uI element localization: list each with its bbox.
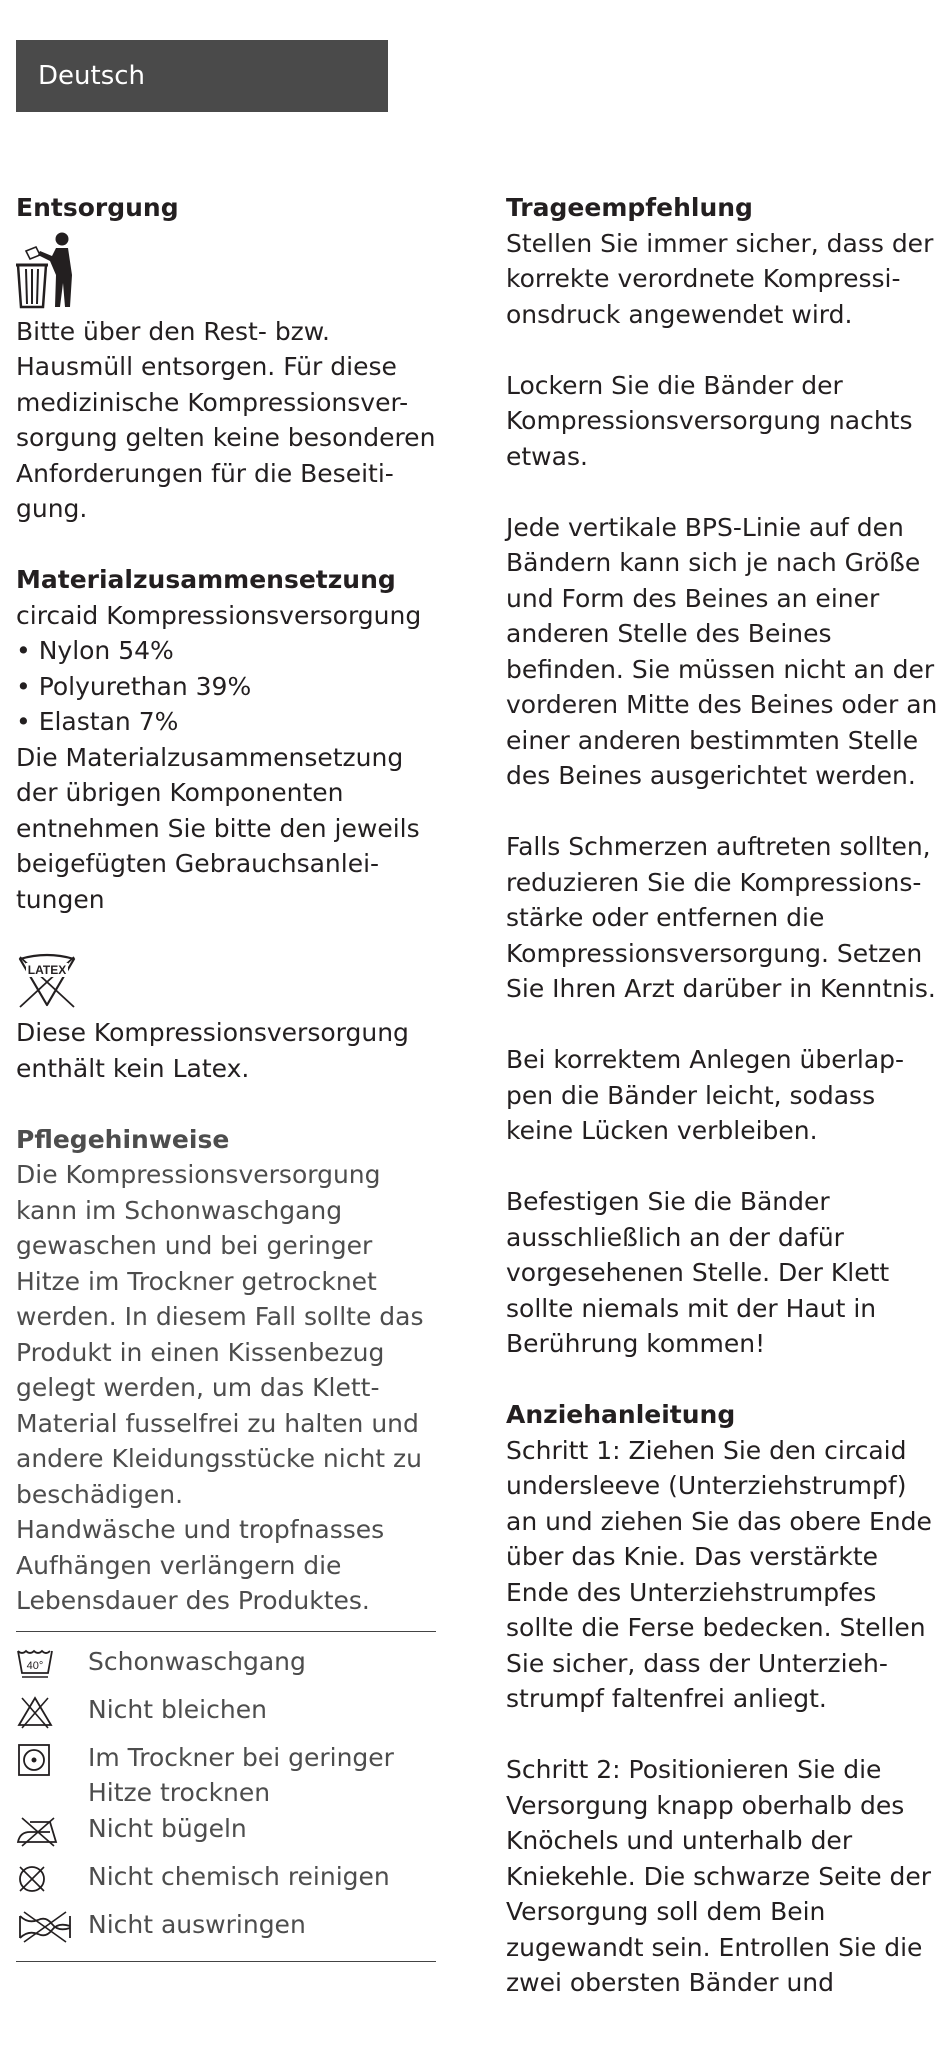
wear-paragraph: [506, 1042, 936, 1149]
care-symbol-label: [88, 1740, 394, 1811]
text-line: der übrigen Komponenten: [16, 778, 344, 807]
text-line: sorgung gelten keine besonderen: [16, 423, 436, 452]
material-text: [16, 598, 436, 918]
text-line: Im Trockner bei geringer: [88, 1742, 394, 1772]
text-line: strumpf faltenfrei anliegt.: [506, 1684, 827, 1713]
care-symbol-row: [16, 1644, 436, 1692]
text-line: • Nylon 54%: [16, 636, 174, 665]
text-line: gewaschen und bei geringer: [16, 1231, 373, 1260]
care-symbol-row: [16, 1907, 436, 1955]
care-symbol-label: [88, 1859, 390, 1895]
wear-paragraph: [506, 1184, 936, 1362]
text-line: circaid Kompressionsversorgung: [16, 600, 422, 630]
text-line: Versorgung soll dem Bein: [506, 1897, 826, 1926]
donning-paragraph: [506, 1752, 936, 2001]
text-line: Versorgung knapp oberhalb des: [506, 1790, 905, 1820]
text-line: onsdruck angewendet wird.: [506, 299, 853, 329]
text-line: sollte niemals mit der Haut in: [506, 1293, 877, 1323]
text-line: ausschließlich an der dafür: [506, 1222, 844, 1252]
care-symbol-row: [16, 1692, 436, 1740]
text-line: Befestigen Sie die Bänder: [506, 1187, 830, 1216]
text-line: Die Materialzusammensetzung: [16, 742, 404, 772]
text-line: beigefügten Gebrauchsanlei-: [16, 849, 380, 878]
text-line: Material fusselfrei zu halten und: [16, 1408, 419, 1438]
text-line: tungen: [16, 884, 105, 914]
text-line: Lockern Sie die Bänder der: [506, 370, 843, 400]
text-line: Sie Ihren Arzt darüber in Kenntnis.: [506, 974, 936, 1003]
text-line: werden. In diesem Fall sollte das: [16, 1302, 424, 1331]
language-text: Deutsch: [38, 61, 146, 91]
text-line: • Elastan 7%: [16, 707, 179, 736]
do-not-iron-icon: [16, 1814, 60, 1848]
tumble-dry-low-icon: [16, 1743, 56, 1777]
wear-paragraph: [506, 226, 936, 333]
text-line: Hausmüll entsorgen. Für diese: [16, 352, 397, 381]
text-line: Falls Schmerzen auftreten sollten,: [506, 832, 931, 861]
wash-40-gentle-icon: [16, 1647, 56, 1681]
care-heading: Pflegehinweise: [16, 1124, 230, 1154]
text-line: Schonwaschgang: [88, 1646, 306, 1676]
text-line: Nicht bleichen: [88, 1694, 267, 1724]
text-line: andere Kleidungsstücke nicht zu: [16, 1444, 423, 1473]
text-line: Knöchels und unterhalb der: [506, 1826, 853, 1855]
text-line: pen die Bänder leicht, sodass: [506, 1080, 876, 1110]
text-line: befinden. Sie müssen nicht an der: [506, 654, 935, 684]
text-line: Schritt 1: Ziehen Sie den circaid: [506, 1435, 907, 1465]
disposal-icon-box: [16, 226, 436, 314]
text-line: Bändern kann sich je nach Größe: [506, 548, 921, 577]
text-line: Nicht chemisch reinigen: [88, 1861, 390, 1891]
text-line: stärke oder entfernen die: [506, 903, 825, 932]
text-line: zwei obersten Bänder und: [506, 1968, 835, 1997]
text-line: enthält kein Latex.: [16, 1053, 250, 1083]
text-line: Nicht bügeln: [88, 1813, 247, 1843]
care-symbol-list: [16, 1644, 436, 1955]
care-symbol-label: [88, 1644, 306, 1680]
text-line: kann im Schonwaschgang: [16, 1195, 343, 1225]
latex-text: [16, 1015, 436, 1086]
text-line: etwas.: [506, 441, 588, 471]
text-line: Handwäsche und tropfnasses: [16, 1515, 385, 1544]
text-line: vorgesehenen Stelle. Der Klett: [506, 1258, 890, 1287]
text-line: Kompressionsversorgung. Setzen: [506, 938, 923, 968]
donning-heading: Anziehanleitung: [506, 1400, 736, 1429]
text-line: gung.: [16, 494, 88, 523]
disposal-text: [16, 314, 436, 527]
text-line: Kompressionsversorgung nachts: [506, 406, 913, 435]
care-table-top-rule: [16, 1631, 436, 1632]
text-line: • Polyurethan 39%: [16, 671, 252, 701]
text-line: Nicht auswringen: [88, 1909, 306, 1939]
text-line: Hitze im Trockner getrocknet: [16, 1266, 377, 1296]
do-not-dry-clean-icon: [16, 1862, 56, 1896]
text-line: anderen Stelle des Beines: [506, 619, 832, 648]
text-line: medizinische Kompressionsver-: [16, 387, 409, 417]
do-not-bleach-icon: [16, 1695, 56, 1729]
material-heading: Materialzusammensetzung: [16, 565, 396, 594]
care-symbol-row: [16, 1859, 436, 1907]
text-line: Berührung kommen!: [506, 1329, 766, 1358]
latex-icon-box: [16, 917, 436, 1015]
donning-paragraph: [506, 1433, 936, 1717]
text-line: Jede vertikale BPS-Linie auf den: [506, 512, 904, 542]
care-symbol-label: [88, 1907, 306, 1943]
care-symbol-row: [16, 1740, 436, 1811]
text-line: Produkt in einen Kissenbezug: [16, 1337, 385, 1367]
disposal-heading: Entsorgung: [16, 193, 179, 222]
text-line: des Beines ausgerichtet werden.: [506, 761, 916, 790]
text-line: Schritt 2: Positionieren Sie die: [506, 1755, 882, 1784]
text-line: Sie sicher, dass der Unterzieh-: [506, 1648, 888, 1678]
text-line: beschädigen.: [16, 1479, 184, 1509]
text-line: Ende des Unterziehstrumpfes: [506, 1577, 877, 1607]
text-line: Diese Kompressionsversorgung: [16, 1018, 409, 1047]
text-line: vorderen Mitte des Beines oder an: [506, 690, 938, 719]
care-text: [16, 1157, 436, 1619]
text-line: sollte die Ferse bedecken. Stellen: [506, 1613, 926, 1642]
text-line: Anforderungen für die Beseiti-: [16, 458, 394, 488]
text-line: Hitze trocknen: [88, 1778, 271, 1807]
text-line: Stellen Sie immer sicher, dass der: [506, 228, 934, 258]
text-line: Aufhängen verlängern die: [16, 1550, 342, 1580]
language-label: [16, 40, 388, 112]
right-column: [506, 190, 936, 2001]
text-line: Bei korrektem Anlegen überlap-: [506, 1045, 905, 1074]
wear-paragraph: [506, 829, 936, 1007]
text-line: keine Lücken verbleiben.: [506, 1116, 818, 1145]
text-line: an und ziehen Sie das obere Ende: [506, 1506, 932, 1536]
wear-paragraph: [506, 368, 936, 475]
text-line: gelegt werden, um das Klett-: [16, 1373, 380, 1402]
wear-heading: Trageempfehlung: [506, 193, 753, 222]
care-symbol-label: [88, 1811, 247, 1847]
text-line: reduzieren Sie die Kompressions-: [506, 867, 922, 897]
do-not-wring-icon: [16, 1910, 74, 1944]
text-line: korrekte verordnete Kompressi-: [506, 264, 901, 293]
latex-icon-label: LATEX: [27, 963, 67, 977]
text-line: einer anderen bestimmten Stelle: [506, 725, 919, 755]
care-symbol-label: [88, 1692, 267, 1728]
left-column: [16, 190, 436, 1974]
latex-free-icon: [16, 953, 78, 1009]
text-line: entnehmen Sie bitte den jeweils: [16, 813, 420, 843]
wash-icon-label: 40°: [26, 1659, 44, 1672]
text-line: über das Knie. Das verstärkte: [506, 1542, 879, 1571]
text-line: Bitte über den Rest- bzw.: [16, 316, 330, 346]
trash-bin-icon: [16, 231, 78, 309]
text-line: undersleeve (Unterziehstrumpf): [506, 1471, 907, 1500]
text-line: und Form des Beines an einer: [506, 583, 880, 613]
care-symbol-row: [16, 1811, 436, 1859]
text-line: Die Kompressionsversorgung: [16, 1160, 381, 1189]
text-line: Lebensdauer des Produktes.: [16, 1586, 370, 1615]
text-line: Kniekehle. Die schwarze Seite der: [506, 1861, 932, 1891]
text-line: zugewandt sein. Entrollen Sie die: [506, 1932, 923, 1962]
wear-paragraph: [506, 510, 936, 794]
care-table-bottom-rule: [16, 1961, 436, 1962]
